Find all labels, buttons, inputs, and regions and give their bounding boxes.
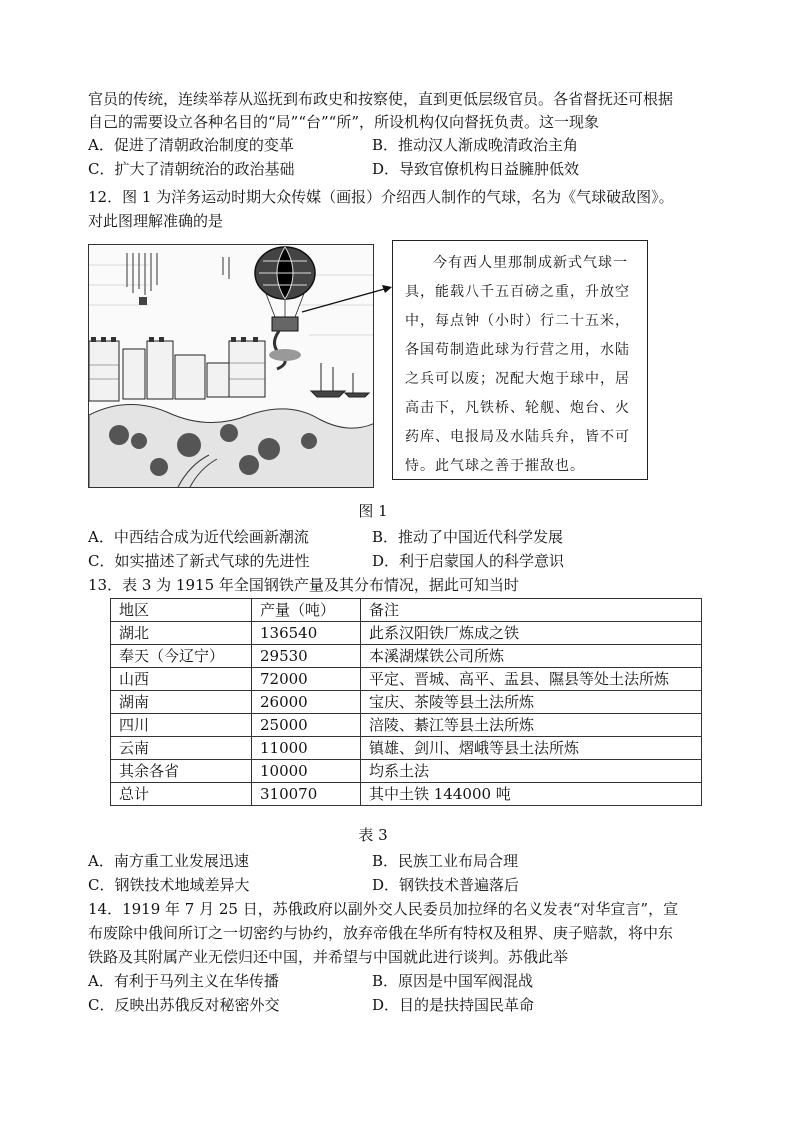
table-cell: 四川 xyxy=(111,714,252,737)
q14-option-d[interactable]: D．目的是扶持国民革命 xyxy=(372,996,535,1014)
table-row xyxy=(111,714,702,737)
table-cell: 此系汉阳铁厂炼成之铁 xyxy=(361,622,702,645)
q12-text-line2: 对此图理解准确的是 xyxy=(88,212,224,230)
table-cell: 云南 xyxy=(111,737,252,760)
table-cell: 平定、晋城、高平、盂县、隰县等处土法所炼 xyxy=(361,668,702,691)
table-cell: 总计 xyxy=(111,783,252,806)
q12-option-c[interactable]: C．如实描述了新式气球的先进性 xyxy=(88,552,310,570)
table-row xyxy=(111,737,702,760)
q14-option-c[interactable]: C．反映出苏俄反对秘密外交 xyxy=(88,996,280,1014)
q11-option-a[interactable]: A．促进了清朝政治制度的变革 xyxy=(88,136,294,154)
table-cell: 29530 xyxy=(252,645,361,668)
q12-text-line1: 12．图 1 为洋务运动时期大众传媒（画报）介绍西人制作的气球，名为《气球破敌图》。 xyxy=(88,188,674,206)
table-header: 产量（吨） xyxy=(252,599,361,622)
table-cell: 宝庆、茶陵等县土法所炼 xyxy=(361,691,702,714)
table-cell: 11000 xyxy=(252,737,361,760)
table-cell: 10000 xyxy=(252,760,361,783)
q14-option-a[interactable]: A．有利于马列主义在华传播 xyxy=(88,972,279,990)
figure-quote-text: 今有西人里那制成新式气球一具，能载八千五百磅之重，升放空中，每点钟（小时）行二十五米，各国苟制造此球为行营之用，水陆之兵可以废；况配大炮于球中，居高击下，凡铁桥、轮舰、炮台、火药库、电报局及水陆兵弁，皆不可恃。此气球之善于摧敌也。 xyxy=(405,255,630,474)
table-row xyxy=(111,622,702,645)
table-header: 备注 xyxy=(361,599,702,622)
q11-option-d[interactable]: D．导致官僚机构日益臃肿低效 xyxy=(372,160,580,178)
q13-option-c[interactable]: C．钢铁技术地域差异大 xyxy=(88,876,250,894)
figure-quote-box xyxy=(392,240,648,480)
q12-option-a[interactable]: A．中西结合成为近代绘画新潮流 xyxy=(88,528,309,546)
table-row xyxy=(111,645,702,668)
table-cell: 136540 xyxy=(252,622,361,645)
table-cell: 山西 xyxy=(111,668,252,691)
figure-caption: 图 1 xyxy=(358,502,388,520)
q11-text-line2: 自己的需要设立各种名目的“局”“台”“所”，所设机构仅向督抚负责。这一现象 xyxy=(88,113,600,131)
table-cell: 26000 xyxy=(252,691,361,714)
table-cell: 310070 xyxy=(252,783,361,806)
q14-option-b[interactable]: B．原因是中国军阀混战 xyxy=(372,972,534,990)
q13-option-b[interactable]: B．民族工业布局合理 xyxy=(372,852,519,870)
table-cell: 25000 xyxy=(252,714,361,737)
table-row xyxy=(111,760,702,783)
table-row xyxy=(111,783,702,806)
q11-text-line1: 官员的传统，连续举荐从巡抚到布政史和按察使，直到更低层级官员。各省督抚还可根据 xyxy=(88,90,674,108)
q11-option-c[interactable]: C．扩大了清朝统治的政治基础 xyxy=(88,160,295,178)
q11-option-b[interactable]: B．推动汉人渐成晚清政治主角 xyxy=(372,136,579,154)
table-header-row xyxy=(111,599,702,622)
q12-option-b[interactable]: B．推动了中国近代科学发展 xyxy=(372,528,564,546)
arrow-icon xyxy=(300,276,396,316)
q14-text-line1: 14．1919 年 7 月 25 日，苏俄政府以副外交人民委员加拉绎的名义发表“对华宣言”，宣 xyxy=(88,900,679,918)
table-cell: 均系土法 xyxy=(361,760,702,783)
table-row xyxy=(111,691,702,714)
q14-text-line2: 布废除中俄间所订之一切密约与协约，放弃帝俄在华所有特权及租界、庚子赔款，将中东 xyxy=(88,924,674,942)
table-cell: 涪陵、綦江等县土法所炼 xyxy=(361,714,702,737)
q12-option-d[interactable]: D．利于启蒙国人的科学意识 xyxy=(372,552,565,570)
table-cell: 奉天（今辽宁） xyxy=(111,645,252,668)
table-cell: 72000 xyxy=(252,668,361,691)
q13-option-d[interactable]: D．钢铁技术普遍落后 xyxy=(372,876,520,894)
table-cell: 其余各省 xyxy=(111,760,252,783)
table-cell: 本溪湖煤铁公司所炼 xyxy=(361,645,702,668)
table-row xyxy=(111,668,702,691)
table-caption: 表 3 xyxy=(358,826,388,844)
table-cell: 镇雄、剑川、熠峨等县土法所炼 xyxy=(361,737,702,760)
steel-production-table xyxy=(110,598,702,806)
table-cell: 其中土铁 144000 吨 xyxy=(361,783,702,806)
table-cell: 湖南 xyxy=(111,691,252,714)
q14-text-line3: 铁路及其附属产业无偿归还中国，并希望与中国就此进行谈判。苏俄此举 xyxy=(88,948,569,966)
table-header: 地区 xyxy=(111,599,252,622)
q13-option-a[interactable]: A．南方重工业发展迅速 xyxy=(88,852,249,870)
table-cell: 湖北 xyxy=(111,622,252,645)
q13-text-line1: 13．表 3 为 1915 年全国钢铁产量及其分布情况，据此可知当时 xyxy=(88,576,519,594)
